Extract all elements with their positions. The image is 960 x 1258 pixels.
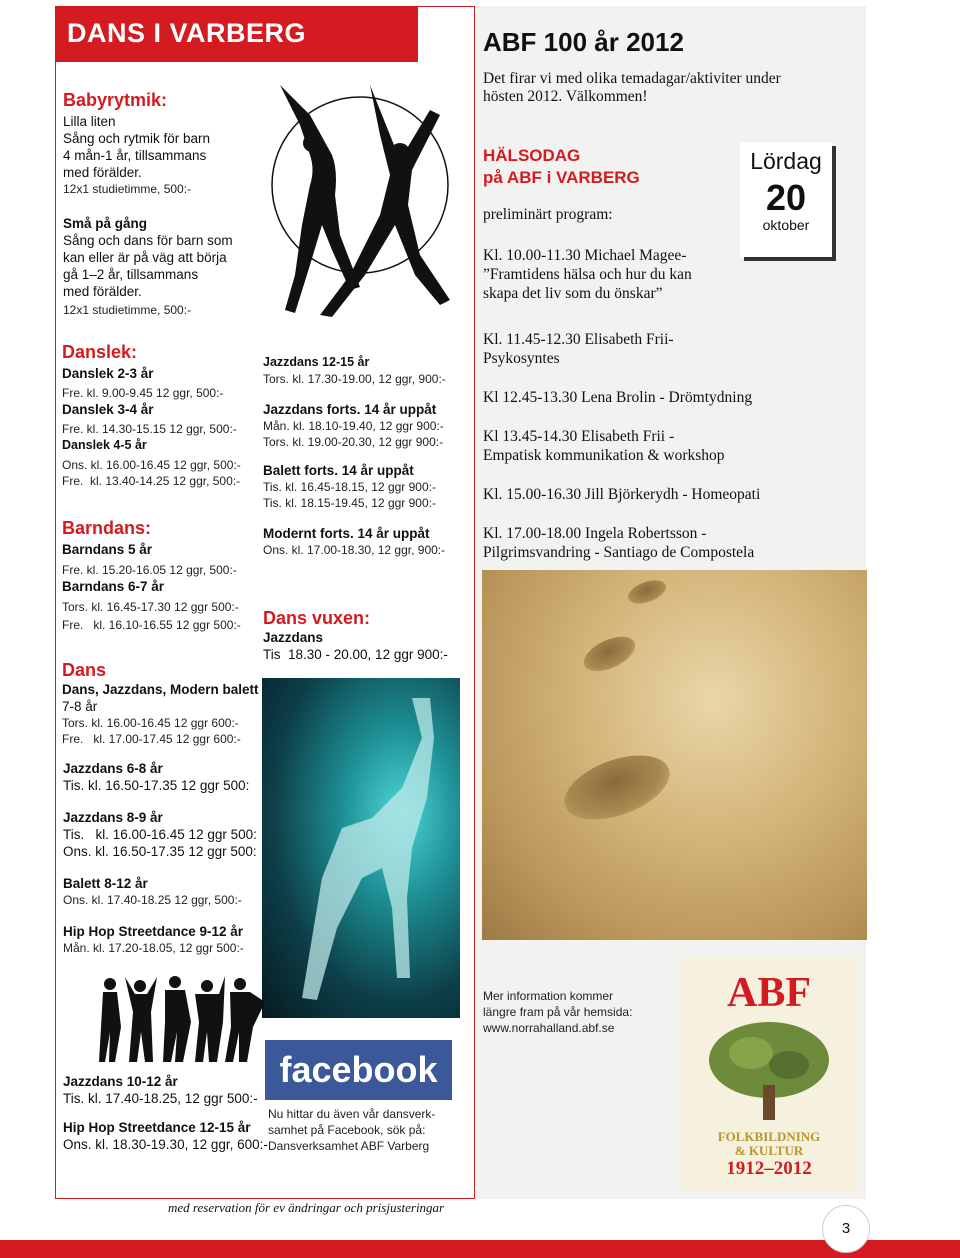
jazzdans-12-15-time: Tors. kl. 17.30-19.00, 12 ggr, 900:- [263, 372, 446, 386]
program-line: Kl. 11.45-12.30 Elisabeth Frii- [483, 331, 674, 348]
logo-line2: & KULTUR [734, 1143, 804, 1158]
hiphop-9-12-time: Mån. kl. 17.20-18.05, 12 ggr 500:- [63, 941, 244, 955]
barndans-5-name: Barndans 5 år [62, 542, 153, 557]
program-item [483, 388, 853, 407]
danslek-3-4-name: Danslek 3-4 år [62, 402, 154, 417]
footprint-icon [579, 630, 641, 679]
dancer-figure-icon [262, 678, 460, 1018]
program-line: Kl 12.45-13.30 Lena Brolin - Drömtydning [483, 389, 753, 406]
program-item [483, 524, 853, 562]
jazzdans-8-9-name: Jazzdans 8-9 år [63, 810, 163, 825]
hiphop-dancers-illustration [95, 972, 275, 1064]
danslek-4-5-time: Fre. kl. 13.40-14.25 12 ggr, 500:- [62, 474, 241, 488]
babyrytmik-line: Lilla liten [63, 114, 116, 129]
lower-class-list [63, 760, 263, 956]
danslek-section [62, 342, 262, 489]
program-item [483, 246, 853, 303]
jazzdans-forts-time: Mån. kl. 18.10-19.40, 12 ggr 900:- [263, 419, 444, 433]
date-number: 20 [765, 177, 807, 218]
dans-section [62, 660, 262, 747]
program-label: preliminärt program: [483, 206, 613, 223]
program-item [483, 427, 853, 465]
danslek-2-3-time: Fre. kl. 9.00-9.45 12 ggr, 500:- [62, 386, 224, 400]
facebook-line: samhet på Facebook, sök på: [268, 1123, 426, 1137]
facebook-line: Dansverksamhet ABF Varberg [268, 1139, 430, 1153]
danslek-2-3-name: Danslek 2-3 år [62, 366, 154, 381]
danslek-4-5-time: Ons. kl. 16.00-16.45 12 ggr, 500:- [62, 458, 241, 472]
jazzdans-6-8-name: Jazzdans 6-8 år [63, 761, 163, 776]
program-line: Empatisk kommunikation & workshop [483, 447, 725, 464]
modernt-forts-time: Ons. kl. 17.00-18.30, 12 ggr, 900:- [263, 543, 446, 557]
program-item [483, 485, 853, 504]
logo-years: 1912–2012 [726, 1158, 812, 1179]
more-info-line: längre fram på vår hemsida: [483, 1005, 633, 1019]
babyrytmik-line: 4 mån-1 år, tillsammans [63, 148, 207, 163]
more-info-line: Mer information kommer [483, 989, 614, 1003]
jazzdans-forts-time: Tors. kl. 19.00-20.30, 12 ggr 900:- [263, 435, 444, 449]
program-list [483, 246, 853, 562]
date-month: oktober [762, 217, 810, 233]
more-info-link[interactable]: www.norrahalland.abf.se [483, 1021, 615, 1035]
footprint-icon [625, 576, 669, 608]
jazzdans-10-12-time: Tis. kl. 17.40-18.25, 12 ggr 500:- [63, 1091, 258, 1106]
barndans-5-time: Fre. kl. 15.20-16.05 12 ggr, 500:- [62, 563, 237, 577]
jazzdans-column [263, 354, 468, 558]
abf-jubilee-logo [681, 955, 857, 1191]
barndans-6-7-time: Fre. kl. 16.10-16.55 12 ggr 500:- [62, 618, 241, 632]
babyrytmik-line: med förälder. [63, 165, 142, 180]
balett-forts-name: Balett forts. 14 år uppåt [263, 463, 414, 478]
babyrytmik-heading: Babyrytmik: [63, 90, 168, 110]
program-line: Kl. 10.00-11.30 Michael Magee- [483, 247, 687, 264]
program-line: Psykosyntes [483, 350, 560, 367]
jazzdans-12-15-name: Jazzdans 12-15 år [263, 355, 370, 369]
event-heading-line: på ABF i VARBERG [483, 168, 640, 187]
footprint-icon [556, 743, 678, 832]
balett-forts-time: Tis. kl. 16.45-18.15, 12 ggr 900:- [263, 480, 436, 494]
event-heading [483, 145, 640, 189]
dans-vuxen-section [263, 608, 468, 663]
balett-8-12-time: Ons. kl. 17.40-18.25 12 ggr, 500:- [63, 893, 242, 907]
abf-logo-text: ABF [727, 970, 811, 1016]
barndans-section [62, 518, 262, 633]
program-line: skapa det liv som du önskar” [483, 285, 663, 302]
program-item [483, 330, 853, 368]
dancers-illustration [240, 75, 460, 320]
hiphop-12-15-time: Ons. kl. 18.30-19.30, 12 ggr, 600:- [63, 1137, 268, 1152]
event-heading-line: HÄLSODAG [483, 146, 581, 165]
program-line: Pilgrimsvandring - Santiago de Compostela [483, 544, 755, 561]
bottom-class-list [63, 1073, 273, 1153]
jazzdans-8-9-time: Ons. kl. 16.50-17.35 12 ggr 500: [63, 844, 257, 859]
danslek-3-4-time: Fre. kl. 14.30-15.15 12 ggr, 500:- [62, 422, 237, 436]
barndans-6-7-time: Tors. kl. 16.45-17.30 12 ggr 500:- [62, 600, 239, 614]
dans-time: Fre. kl. 17.00-17.45 12 ggr 600:- [62, 732, 241, 746]
sma-line: kan eller är på väg att börja [63, 250, 227, 265]
facebook-info [268, 1106, 468, 1154]
dans-vuxen-heading: Dans vuxen: [263, 608, 371, 628]
jazzdans-10-12-name: Jazzdans 10-12 år [63, 1074, 178, 1089]
modernt-forts-name: Modernt forts. 14 år uppåt [263, 526, 430, 541]
logo-line1: FOLKBILDNING [717, 1129, 821, 1144]
date-badge [740, 142, 832, 257]
babyrytmik-price: 12x1 studietimme, 500:- [63, 182, 192, 196]
dans-name: Dans, Jazzdans, Modern balett [62, 682, 259, 697]
jazzdans-8-9-time: Tis. kl. 16.00-16.45 12 ggr 500: [63, 827, 257, 842]
danslek-4-5-name: Danslek 4-5 år [62, 438, 147, 452]
dans-heading: Dans [62, 660, 107, 680]
dans-age: 7-8 år [62, 699, 98, 714]
page-title: DANS I VARBERG [55, 6, 418, 62]
intro-line: Det firar vi med olika temadagar/aktiviter under [483, 70, 781, 87]
sma-line: gå 1–2 år, tillsammans [63, 267, 199, 282]
dans-time: Tors. kl. 16.00-16.45 12 ggr 600:- [62, 716, 239, 730]
dans-vuxen-name: Jazzdans [263, 630, 324, 645]
program-line: Kl 13.45-14.30 Elisabeth Frii - [483, 428, 675, 445]
balett-forts-time: Tis. kl. 18.15-19.45, 12 ggr 900:- [263, 496, 436, 510]
program-line: ”Framtidens hälsa och hur du kan [483, 266, 692, 283]
danslek-heading: Danslek: [62, 342, 138, 362]
tree-icon [681, 1015, 857, 1125]
balett-8-12-name: Balett 8-12 år [63, 876, 148, 891]
hiphop-12-15-name: Hip Hop Streetdance 12-15 år [63, 1120, 251, 1135]
date-day: Lördag [750, 148, 822, 174]
hiphop-9-12-name: Hip Hop Streetdance 9-12 år [63, 924, 244, 939]
abf-title: ABF 100 år 2012 [483, 27, 684, 57]
more-info [483, 988, 683, 1036]
page-number: 3 [822, 1205, 870, 1253]
sma-price: 12x1 studietimme, 500:- [63, 303, 192, 317]
sma-pa-gang-heading: Små på gång [63, 216, 148, 231]
sma-line: Sång och dans för barn som [63, 233, 233, 248]
program-line: Kl. 15.00-16.30 Jill Björkerydh - Homeopati [483, 486, 761, 503]
facebook-logo: facebook [265, 1040, 452, 1100]
sma-line: med förälder. [63, 284, 142, 299]
footprints-photo [482, 570, 867, 940]
abf-intro [483, 70, 781, 106]
dancer-photo [262, 678, 460, 1018]
facebook-line: Nu hittar du även vår dansverk- [268, 1107, 436, 1121]
intro-line: hösten 2012. Välkommen! [483, 88, 648, 105]
barndans-6-7-name: Barndans 6-7 år [62, 579, 165, 594]
dans-vuxen-time: Tis 18.30 - 20.00, 12 ggr 900:- [263, 647, 448, 662]
footer-bar [0, 1240, 960, 1258]
babyrytmik-line: Sång och rytmik för barn [63, 131, 211, 146]
jazzdans-6-8-time: Tis. kl. 16.50-17.35 12 ggr 500: [63, 778, 250, 793]
reservation-note: med reservation för ev ändringar och prisjusteringar [168, 1200, 445, 1215]
program-line: Kl. 17.00-18.00 Ingela Robertsson - [483, 525, 707, 542]
jazzdans-forts-name: Jazzdans forts. 14 år uppåt [263, 402, 437, 417]
barndans-heading: Barndans: [62, 518, 152, 538]
